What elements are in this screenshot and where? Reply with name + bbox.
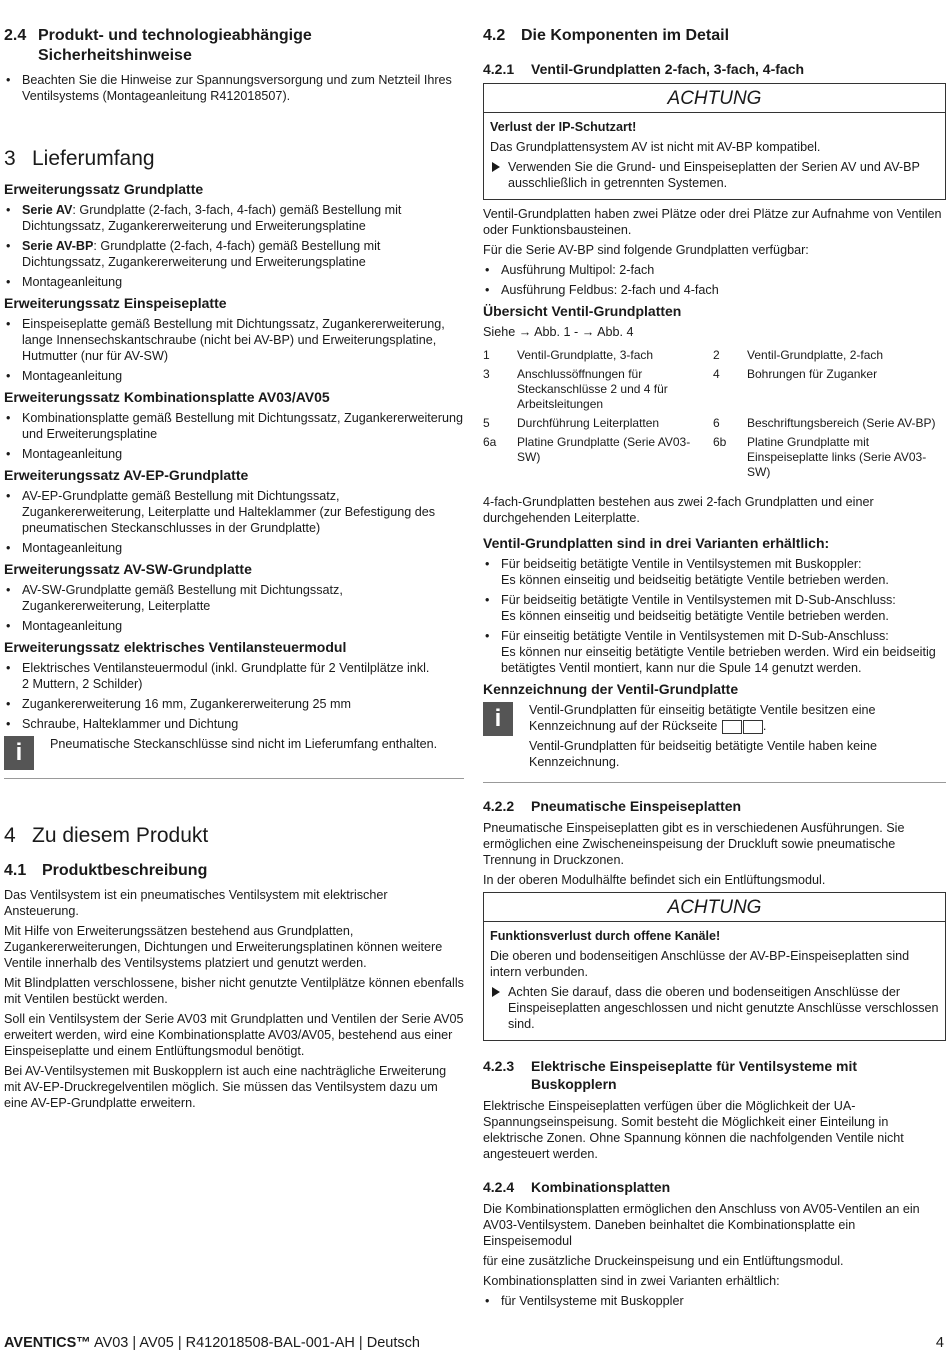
list-item: • Einspeiseplatte gemäß Bestellung mit Dichtungssatz, Zugankererweiterung, lange Innensechskantschraube (nicht bei AV-BP) und Erweiterungsplatine, Hutmutter (nur für AV-SW) — [4, 316, 464, 364]
brand-name: AVENTICS™ — [4, 1335, 91, 1351]
paragraph: Elektrische Einspeiseplatten verfügen über die Möglichkeit der UA-Spannungseinspeisung. Somit besteht die Möglichkeit einer Einteilung in elektrische Zonen. Ohne Spannung können die nachfolgenden Ventile nicht angesteuert werden. — [483, 1099, 904, 1161]
paragraph: Pneumatische Einspeiseplatten gibt es in verschiedenen Ausführungen. Sie ermöglichen eine Zwischeneinspeisung der Druckluft sowie pneumatische Trennung in Druckzonen. — [483, 821, 905, 867]
heading-4-2-1: 4.2.1 Ventil-Grundplatten 2-fach, 3-fach, 4-fach — [483, 61, 805, 77]
heading-4-2-4: 4.2.4 Kombinationsplatten — [483, 1179, 671, 1195]
table-row: 3 Anschlussöffnungen für Steckanschlüsse 2 und 4 für Arbeitsleitungen 4 Bohrungen für Zuganker — [483, 367, 878, 411]
list-item: • Für einseitig betätigte Ventile in Ventilsystemen mit D-Sub-Anschluss: Es können nur einseitig betätigte Ventile betrieben werden. Wird ein beidseitig betätigtes Ventil montiert, kann nur die Spule 14 genutzt werden. — [483, 628, 946, 676]
list-item: • Serie AV: Grundplatte (2-fach, 3-fach, 4-fach) gemäß Bestellung mit Dichtungssatz, Zugankererweiterung und Erweiterungsplatine — [4, 202, 464, 234]
paragraph: Soll ein Ventilsystem der Serie AV03 mit Grundplatten und Ventilen der Serie AV05 erweitert werden, wird eine Kombinationsplatte AV03/AV05, bestehend aus einer Einspeiseplatte und einem Entlüftungsmodul benötigt. — [4, 1012, 464, 1058]
paragraph: Die Kombinationsplatten ermöglichen den Anschluss von AV05-Ventilen an ein AV03-Ventilsystem. Daneben beinhaltet die Kombinationsplatte ein Einspeisemodul — [483, 1202, 920, 1248]
list-item: • Serie AV-BP: Grundplatte (2-fach, 4-fach) gemäß Bestellung mit Dichtungssatz, Zugankererweiterung und Erweiterungsplatine — [4, 238, 464, 270]
list-grundplatte — [4, 202, 464, 290]
divider — [4, 778, 464, 779]
table-row: 5 Durchführung Leiterplatten 6 Beschriftungsbereich (Serie AV-BP) — [483, 416, 936, 430]
list-av-bp — [483, 262, 946, 298]
paragraph: 4-fach-Grundplatten bestehen aus zwei 2-fach Grundplatten und einer durchgehenden Leiterplatte. — [483, 495, 874, 525]
subheading-kennzeichnung: Kennzeichnung der Ventil-Grundplatte — [483, 681, 739, 697]
arrow-right-icon — [492, 987, 500, 997]
divider — [483, 782, 946, 783]
paragraph: Bei AV-Ventilsystemen mit Buskopplern ist auch eine nachträgliche Erweiterung mit AV-EP-Druckregelventilen möglich. Sie müssen das Ventilsystem dazu um eine AV-EP-Grundplatte erweitern. — [4, 1064, 447, 1110]
subheading-av-sw: Erweiterungssatz AV-SW-Grundplatte — [4, 561, 252, 577]
warning-title: ACHTUNG — [484, 893, 945, 922]
info-icon: i — [483, 702, 513, 736]
info-note — [4, 736, 464, 770]
list-item: • Ausführung Multipol: 2-fach — [483, 262, 946, 278]
list-item: • Montageanleitung — [4, 274, 464, 290]
list-item: • Elektrisches Ventilansteuermodul (inkl. Grundplatte für 2 Ventilplätze inkl. 2 Muttern, 2 Schilder) — [4, 660, 464, 692]
heading-3: 3 Lieferumfang — [4, 147, 155, 170]
marking-symbol-icon — [743, 720, 763, 734]
list-item: • Montageanleitung — [4, 368, 464, 384]
page-number: 4 — [935, 1335, 944, 1351]
list-2-4 — [4, 72, 464, 104]
marking-symbol-icon — [722, 720, 742, 734]
subheading-uebersicht: Übersicht Ventil-Grundplatten — [483, 303, 682, 319]
warning-lead: Funktionsverlust durch offene Kanäle! — [490, 929, 721, 943]
paragraph: Mit Blindplatten verschlossene, bisher nicht genutzte Ventilplätze können ebenfalls mit Ventilen bestückt werden. — [4, 976, 464, 1006]
list-kombinationsplatte — [4, 410, 464, 462]
page-footer: AVENTICS™ AV03 | AV05 | R412018508-BAL-001-AH | Deutsch — [4, 1335, 420, 1351]
warning-title: ACHTUNG — [484, 84, 945, 113]
list-item: • AV-SW-Grundplatte gemäß Bestellung mit Dichtungssatz, Zugankererweiterung, Leiterplatte — [4, 582, 464, 614]
right-column — [483, 0, 946, 1313]
paragraph: Ventil-Grundplatten haben zwei Plätze oder drei Plätze zur Aufnahme von Ventilen oder Funktionsbausteinen. — [483, 207, 942, 237]
list-item: • Beachten Sie die Hinweise zur Spannungsversorgung und zum Netzteil Ihres Ventilsystems (Montageanleitung R412018507). — [4, 72, 464, 104]
list-kombinationsplatten — [483, 1293, 946, 1309]
list-einspeiseplatte — [4, 316, 464, 384]
heading-4: 4 Zu diesem Produkt — [4, 824, 209, 847]
table-row: 6a Platine Grundplatte (Serie AV03-SW) 6b Platine Grundplatte mit Einspeiseplatte links (Serie AV03-SW) — [483, 435, 927, 479]
warning-text: Die oberen und bodenseitigen Anschlüsse der AV-BP-Einspeiseplatten sind intern verbunden. — [490, 949, 910, 979]
heading-4-1: 4.1 Produktbeschreibung — [4, 862, 208, 879]
info-note-text: Ventil-Grundplatten für beidseitig betätigte Ventile haben keine Kennzeichnung. — [529, 739, 877, 769]
warning-lead: Verlust der IP-Schutzart! — [490, 120, 637, 134]
subheading-av-ep: Erweiterungssatz AV-EP-Grundplatte — [4, 467, 249, 483]
heading-4-2: 4.2 Die Komponenten im Detail — [483, 27, 730, 44]
subheading-kombinationsplatte: Erweiterungssatz Kombinationsplatte AV03/AV05 — [4, 389, 330, 405]
subheading-grundplatte: Erweiterungssatz Grundplatte — [4, 181, 204, 197]
list-item: • Kombinationsplatte gemäß Bestellung mit Dichtungssatz, Zugankererweiterung und Erweiterungsplatine — [4, 410, 464, 442]
figure-reference: Siehe → Abb. 1 - → Abb. 4 — [483, 325, 634, 339]
warning-text: Das Grundplattensystem AV ist nicht mit AV-BP kompatibel. — [490, 140, 821, 154]
list-item: • Zugankererweiterung 16 mm, Zugankererweiterung 25 mm — [4, 696, 464, 712]
list-item: • für Ventilsysteme mit Buskoppler — [483, 1293, 946, 1309]
arrow-right-icon — [492, 162, 500, 172]
list-item: • Montageanleitung — [4, 540, 464, 556]
left-column — [4, 0, 464, 1115]
list-item: • Montageanleitung — [4, 446, 464, 462]
subheading-varianten: Ventil-Grundplatten sind in drei Varianten erhältlich: — [483, 535, 830, 551]
legend-table — [483, 348, 946, 484]
paragraph: für eine zusätzliche Druckeinspeisung und ein Entlüftungsmodul. — [483, 1254, 844, 1268]
list-item: • Für beidseitig betätigte Ventile in Ventilsystemen mit Buskoppler: Es können einseitig und beidseitig betätigte Ventile betrieben werden. — [483, 556, 946, 588]
table-row: 1 Ventil-Grundplatte, 3-fach 2 Ventil-Grundplatte, 2-fach — [483, 348, 884, 362]
info-icon: i — [4, 736, 34, 770]
warning-action: Achten Sie darauf, dass die oberen und bodenseitigen Anschlüsse der Einspeiseplatten angeschlossen und nicht genutzte Anschlüsse verschlossen sind. — [490, 984, 939, 1032]
list-item: • Für beidseitig betätigte Ventile in Ventilsystemen mit D-Sub-Anschluss: Es können einseitig und beidseitig betätigte Ventile betrieben werden. — [483, 592, 946, 624]
list-item: • Ausführung Feldbus: 2-fach und 4-fach — [483, 282, 946, 298]
info-note-text: Ventil-Grundplatten für einseitig betätigte Ventile besitzen eine Kennzeichnung auf der Rückseite . — [529, 703, 876, 733]
warning-box-kanaele — [483, 892, 946, 1041]
paragraph: Kombinationsplatten sind in zwei Varianten erhältlich: — [483, 1274, 780, 1288]
list-ventilansteuermodul — [4, 660, 464, 732]
heading-4-2-2: 4.2.2 Pneumatische Einspeiseplatten — [483, 798, 742, 814]
paragraph: Das Ventilsystem ist ein pneumatisches Ventilsystem mit elektrischer Ansteuerung. — [4, 888, 388, 918]
list-item: • Montageanleitung — [4, 618, 464, 634]
subheading-einspeiseplatte: Erweiterungssatz Einspeiseplatte — [4, 295, 227, 311]
list-av-sw — [4, 582, 464, 634]
heading-4-2-3: 4.2.3 Elektrische Einspeiseplatte für Ventilsysteme mit Buskopplern — [483, 1058, 858, 1092]
info-note-kennzeichnung — [483, 702, 946, 774]
paragraph: Für die Serie AV-BP sind folgende Grundplatten verfügbar: — [483, 243, 809, 257]
paragraph: In der oberen Modulhälfte befindet sich ein Entlüftungsmodul. — [483, 873, 826, 887]
list-av-ep — [4, 488, 464, 556]
warning-action: Verwenden Sie die Grund- und Einspeiseplatten der Serien AV und AV-BP ausschließlich in getrennten Systemen. — [490, 159, 939, 191]
warning-box-ip — [483, 83, 946, 200]
heading-2-4: 2.4 Produkt- und technologieabhängige Sicherheitshinweise — [4, 27, 312, 64]
list-varianten — [483, 556, 946, 676]
list-item: • AV-EP-Grundplatte gemäß Bestellung mit Dichtungssatz, Zugankererweiterung, Leiterplatte und Halteklammer (zur Befestigung des pneumatischen Steckanschlusses in der Grundplatte) — [4, 488, 464, 536]
paragraph: Mit Hilfe von Erweiterungssätzen bestehend aus Grundplatten, Zugankererweiterungen, Dichtungen und Erweiterungsplatinen können weitere Ventile innerhalb des Ventilsystems platziert und genutzt werden. — [4, 924, 443, 970]
info-note-text: Pneumatische Steckanschlüsse sind nicht im Lieferumfang enthalten. — [50, 737, 438, 751]
list-item: • Schraube, Halteklammer und Dichtung — [4, 716, 464, 732]
subheading-ventilansteuermodul: Erweiterungssatz elektrisches Ventilansteuermodul — [4, 639, 347, 655]
